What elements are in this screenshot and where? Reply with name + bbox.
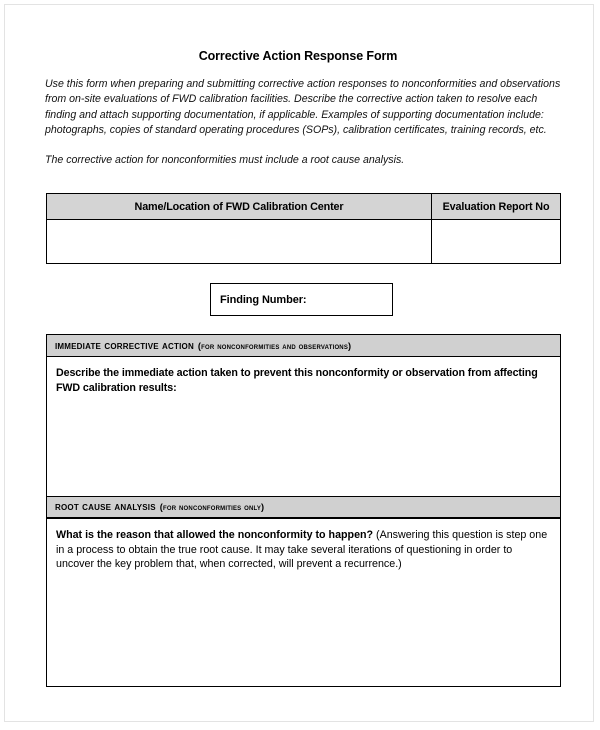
- intro-paragraph-1: Use this form when preparing and submitting corrective action responses to nonconformities and observations from on-site evaluations of FWD calibration facilities. Describe the corrective action taken to resolve each finding and attach supporting documentation, if applicable. Examples of supporting documentation include: photographs, copies of standard operating procedures (SOPs), calibration certificates, training records, etc.: [45, 78, 561, 137]
- response-sections: [46, 334, 561, 687]
- table-header-row: [47, 194, 560, 220]
- section-header-immediate-corrective-action: [47, 335, 560, 357]
- section-prompt-root-cause: [56, 528, 551, 572]
- table-header-cell-name: [47, 194, 432, 220]
- field-report-no[interactable]: [432, 220, 560, 263]
- document-page: [4, 4, 594, 722]
- section-body-root-cause-analysis[interactable]: [47, 518, 560, 686]
- section-heading-sub-immediate: (for nonconformities and observations): [197, 340, 352, 351]
- table-header-label-name: Name/Location of FWD Calibration Center: [134, 200, 344, 213]
- section-prompt-root-cause-detail: (Answering this question is step one in a process to obtain the true root cause. It may take several iterations of questioning in order to uncover the key problem that, when corrected, will prevent a recurrence.): [56, 529, 548, 571]
- table-row: [47, 220, 560, 263]
- section-heading-sub-root-cause: (for nonconformities only): [159, 502, 265, 512]
- field-center-name[interactable]: [47, 220, 432, 263]
- intro-paragraph-2: The corrective action for nonconformities must include a root cause analysis.: [45, 153, 405, 166]
- intro-instructions: [45, 77, 563, 168]
- finding-number-label: Finding Number:: [220, 293, 307, 306]
- section-heading-main-root-cause: root cause analysis: [55, 501, 156, 513]
- table-header-label-report-no: Evaluation Report No: [442, 200, 550, 213]
- section-heading-main-immediate: immediate corrective action: [55, 339, 194, 352]
- section-header-root-cause-analysis: [47, 496, 560, 518]
- table-header-cell-report-no: [432, 194, 560, 220]
- section-prompt-root-cause-question: What is the reason that allowed the nonconformity to happen?: [56, 529, 374, 541]
- section-body-immediate-corrective-action[interactable]: [47, 357, 560, 496]
- calibration-center-table: [46, 193, 561, 264]
- section-prompt-immediate: Describe the immediate action taken to prevent this nonconformity or observation from affecting FWD calibration results:: [56, 367, 538, 394]
- page-title: Corrective Action Response Form: [198, 49, 398, 63]
- finding-number-box[interactable]: [210, 283, 393, 316]
